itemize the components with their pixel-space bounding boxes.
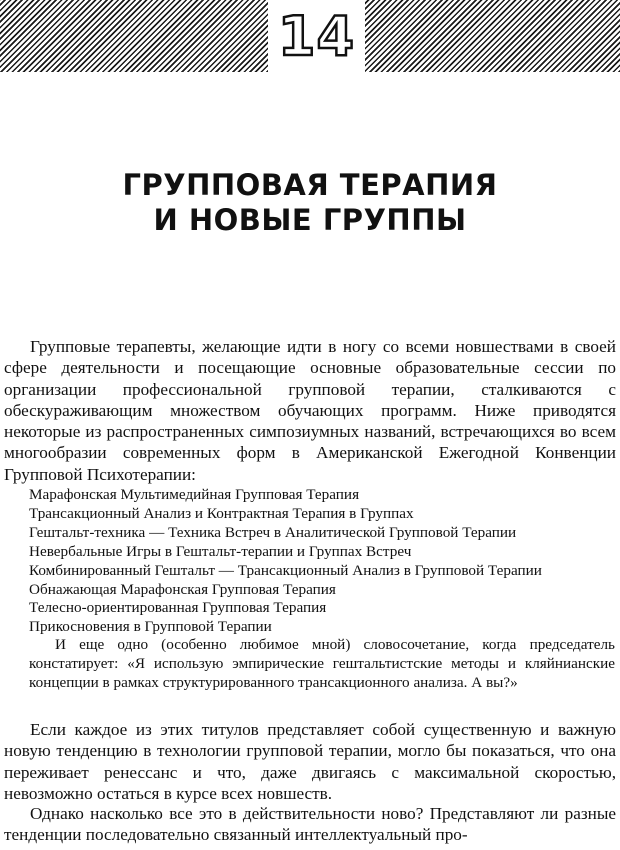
- chapter-title-line-2: И НОВЫЕ ГРУППЫ: [153, 203, 467, 237]
- header-hatch-right: [365, 0, 620, 72]
- list-item: Комбинированный Гештальт — Трансакционный Анализ в Групповой Терапии: [29, 561, 542, 579]
- list-item: Марафонская Мультимедийная Групповая Терапия: [29, 486, 360, 503]
- list-item: Гештальт-техника — Техника Встреч в Аналитической Групповой Терапии: [29, 523, 517, 541]
- chapter-number: 14: [277, 4, 356, 68]
- list-item: Телесно-ориентированная Групповая Терапия: [29, 599, 327, 617]
- chapter-title-line-1: ГРУППОВАЯ ТЕРАПИЯ: [122, 168, 498, 202]
- list-item: Трансакционный Анализ и Контрактная Терапия в Группах: [29, 504, 414, 522]
- chair-quote-paragraph: И еще одно (особенно любимое мной) словосочетание, когда председатель констатирует: «Я использую эмпирические гештальтистские методы и кляйнианские концепции в рамках структурированного трансакционного анализа. А вы?»: [29, 636, 615, 691]
- intro-paragraph: Групповые терапевты, желающие идти в ногу со всеми новшествами в своей сфере деятельности и посещающие основные образовательные сессии по организации профессиональной групповой терапии, сталкиваются с обескураживающим множеством обучающих программ. Ниже приводятся некоторые из распространенных симпозиумных названий, встречающихся во всем многообразии современных форм в Американской Ежегодной Конвенции Групповой Психотерапии:: [4, 337, 616, 484]
- program-titles-list: [29, 486, 619, 637]
- conclusion-paragraph: Если каждое из этих титулов представляет собой существенную и важную новую тенденцию в технологии групповой терапии, могло бы показаться, что она переживает ренессанс и что, даже двигаясь с максимальной скоростью, невозможно остаться в курсе всех новшеств.: [4, 720, 616, 803]
- list-item: Обнажающая Марафонская Групповая Терапия: [29, 580, 336, 598]
- chapter-header: [0, 0, 620, 80]
- question-paragraph: Однако насколько все это в действительности ново? Представляют ли разные тенденции последовательно связанный интеллектуальный про-: [4, 804, 616, 845]
- list-item: Невербальные Игры в Гештальт-терапии и Группах Встреч: [29, 542, 412, 560]
- header-hatch-left: [0, 0, 268, 72]
- list-item: Прикосновения в Групповой Терапии: [29, 618, 272, 636]
